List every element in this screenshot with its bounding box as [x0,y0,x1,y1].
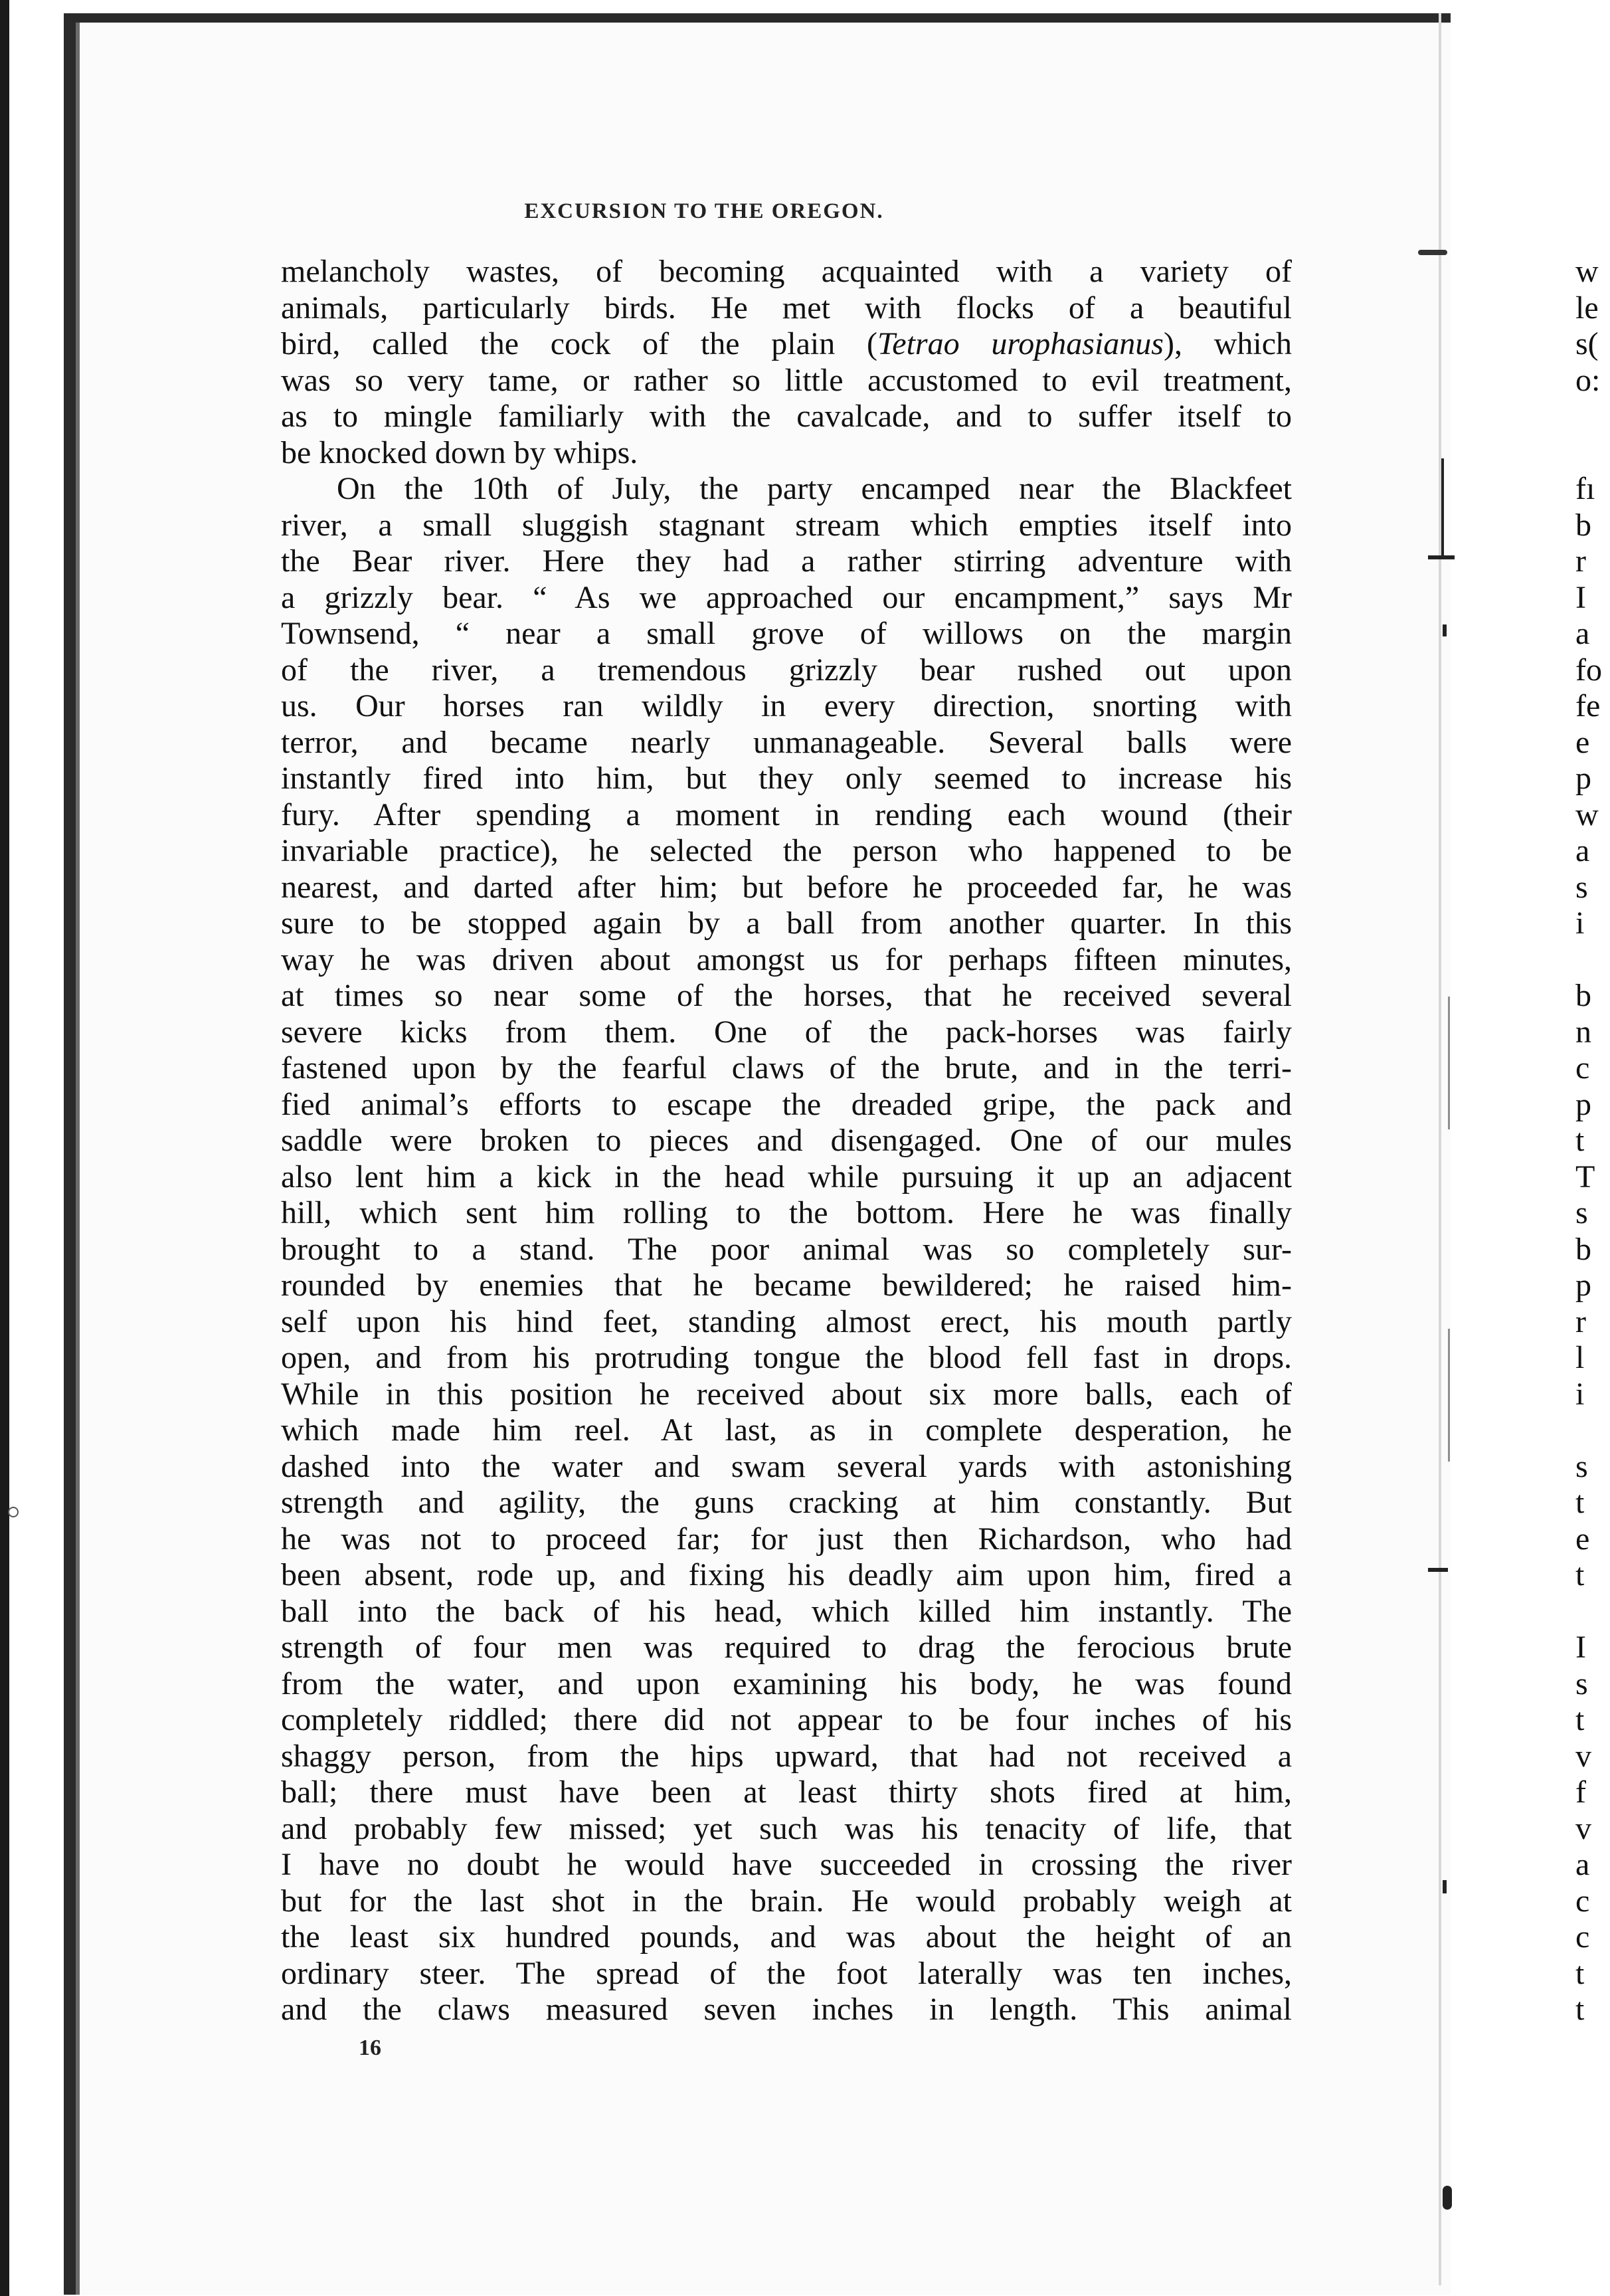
facing-page-fragment: t [1575,1123,1585,1158]
page-number: 16 [359,2036,381,2060]
facing-page-fragment: v [1575,1810,1591,1846]
facing-page-fragment: s( [1575,326,1599,361]
facing-page-fragment: i [1575,906,1585,941]
text-line: way he was driven about amongst us for perhaps fifteen minutes, [281,941,1292,977]
text-line: was so very tame, or rather so little accustomed to evil treatment, [281,362,1292,398]
text-line: and the claws measured seven inches in length. This animal [281,1992,1292,2027]
facing-page-fragment: n [1575,1014,1591,1050]
facing-page-fragment: r [1575,1303,1586,1339]
scan-mark [1443,624,1447,636]
gutter [1439,13,1441,2285]
text-line: I have no doubt he would have succeeded in crossing the river [281,1847,1292,1882]
scan-speck [8,1507,19,1517]
facing-page-fragment: w [1575,797,1599,832]
text-line: strength of four men was required to drag the ferocious brute [281,1630,1292,1665]
facing-page-fragment: I [1575,579,1586,615]
facing-page-fragment: fı [1575,471,1595,506]
facing-page-fragment: r [1575,543,1586,579]
facing-page-fragment: fe [1575,688,1601,723]
text-line: from the water, and upon examining his body, he was found [281,1666,1292,1701]
text-line: self upon his hind feet, standing almost erect, his mouth partly [281,1303,1292,1339]
facing-page-fragment: w [1575,254,1599,289]
text-line: rounded by enemies that he became bewildered; he raised him- [281,1268,1292,1303]
text-line: ball; there must have been at least thirty shots fired at him, [281,1774,1292,1810]
facing-page-fragment: le [1575,290,1599,326]
facing-page-fragment: e [1575,1521,1590,1557]
text-line: at times so near some of the horses, that he received several [281,978,1292,1013]
text-line: While in this position he received about six more balls, each of [281,1376,1292,1412]
text-line: completely riddled; there did not appear to be four inches of his [281,1702,1292,1737]
text-line: dashed into the water and swam several yards with astonishing [281,1448,1292,1484]
facing-page-fragment: t [1575,1702,1585,1737]
scan-mark [1448,1329,1450,1462]
text-line: fury. After spending a moment in rending each wound (their [281,797,1292,832]
facing-page-fragment: p [1575,1268,1591,1303]
facing-page-fragment: v [1575,1738,1591,1774]
text-line: as to mingle familiarly with the cavalcade, and to suffer itself to [281,399,1292,434]
text-line: he was not to proceed far; for just then Richardson, who had [281,1521,1292,1557]
facing-page-fragment: p [1575,1086,1591,1122]
facing-page-fragment: I [1575,1630,1586,1665]
facing-page-fragment: s [1575,1195,1588,1230]
text-line: which made him reel. At last, as in complete desperation, he [281,1412,1292,1448]
text-line: but for the last shot in the brain. He would probably weigh at [281,1883,1292,1919]
text-line: ball into the back of his head, which killed him instantly. The [281,1593,1292,1629]
text-line: us. Our horses ran wildly in every direction, snorting with [281,688,1292,723]
text-line: terror, and became nearly unmanageable. Several balls were [281,724,1292,760]
facing-page-fragment: p [1575,761,1591,796]
facing-page-fragment: c [1575,1050,1590,1086]
facing-page-fragment: a [1575,1847,1590,1882]
facing-page-fragment: b [1575,978,1591,1013]
body-text [281,254,1292,2028]
facing-page-fragment: a [1575,616,1590,651]
facing-page-fragment: fo [1575,652,1602,688]
text-line: shaggy person, from the hips upward, that had not received a [281,1738,1292,1774]
facing-page-fragment: t [1575,1557,1585,1592]
facing-page-fragment: a [1575,833,1590,868]
facing-page-fragment: b [1575,1231,1591,1267]
text-line: On the 10th of July, the party encamped near the Blackfeet [337,471,1292,506]
text-line: bird, called the cock of the plain (Tetrao urophasianus), which [281,326,1292,361]
text-line: fied animal’s efforts to escape the dreaded gripe, the pack and [281,1086,1292,1122]
scan-mark [1418,250,1447,255]
facing-page-fragment: t [1575,1485,1585,1520]
facing-page-fragment: t [1575,1992,1585,2027]
text-line: hill, which sent him rolling to the bottom. Here he was finally [281,1195,1292,1230]
scan-edge [0,0,9,2296]
text-line: and probably few missed; yet such was his tenacity of life, that [281,1810,1292,1846]
facing-page-fragment: s [1575,869,1588,905]
text-line: been absent, rode up, and fixing his deadly aim upon him, fired a [281,1557,1292,1592]
text-line: of the river, a tremendous grizzly bear rushed out upon [281,652,1292,688]
text-line: the Bear river. Here they had a rather stirring adventure with [281,543,1292,579]
text-line: animals, particularly birds. He met with flocks of a beautiful [281,290,1292,326]
facing-page-fragment: o: [1575,362,1601,398]
text-line: also lent him a kick in the head while pursuing it up an adjacent [281,1159,1292,1195]
text-line: strength and agility, the guns cracking at him constantly. But [281,1485,1292,1520]
facing-page-fragment: s [1575,1666,1588,1701]
text-line: fastened upon by the fearful claws of the brute, and in the terri- [281,1050,1292,1086]
text-line: melancholy wastes, of becoming acquainted with a variety of [281,254,1292,289]
facing-page-fragment: b [1575,507,1591,543]
facing-page-fragment: s [1575,1448,1588,1484]
text-line: sure to be stopped again by a ball from another quarter. In this [281,906,1292,941]
text-line: a grizzly bear. “ As we approached our encampment,” says Mr [281,579,1292,615]
facing-page-fragment: c [1575,1883,1590,1919]
scan-mark [1443,1880,1447,1893]
facing-page-fragment: e [1575,724,1590,760]
text-line: nearest, and darted after him; but before he proceeded far, he was [281,869,1292,905]
text-line: be knocked down by whips. [281,434,638,470]
scan-mark [1428,555,1455,559]
text-line: invariable practice), he selected the person who happened to be [281,833,1292,868]
facing-page-fragment: c [1575,1919,1590,1955]
running-head: EXCURSION TO THE OREGON. [524,199,884,223]
facing-page-fragment: f [1575,1774,1586,1810]
species-name: Tetrao urophasianus [877,326,1164,361]
facing-page-fragment: l [1575,1340,1585,1375]
facing-page-fragment: t [1575,1955,1585,1991]
text-line: severe kicks from them. One of the pack-horses was fairly [281,1014,1292,1050]
scan-mark [1441,458,1444,558]
text-line: ordinary steer. The spread of the foot laterally was ten inches, [281,1955,1292,1991]
text-line: brought to a stand. The poor animal was so completely sur- [281,1231,1292,1267]
facing-page-fragment: i [1575,1376,1585,1412]
text-line: saddle were broken to pieces and disengaged. One of our mules [281,1123,1292,1158]
facing-page-fragment: T [1575,1159,1595,1195]
text-line: open, and from his protruding tongue the blood fell fast in drops. [281,1340,1292,1375]
scan-mark [1443,2186,1452,2210]
text-line: the least six hundred pounds, and was about the height of an [281,1919,1292,1955]
scan-mark [1448,997,1450,1129]
text-line: river, a small sluggish stagnant stream which empties itself into [281,507,1292,543]
text-line: instantly fired into him, but they only seemed to increase his [281,761,1292,796]
scan-mark [1428,1568,1448,1572]
text-line: Townsend, “ near a small grove of willows on the margin [281,616,1292,651]
